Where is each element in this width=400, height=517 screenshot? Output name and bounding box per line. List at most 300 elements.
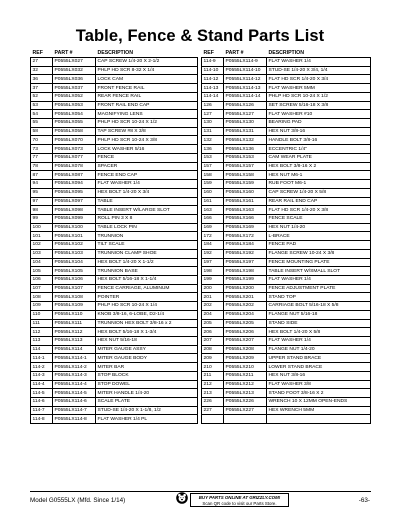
table-row bbox=[202, 310, 371, 319]
part-number-cell: P0555LX169 bbox=[224, 223, 267, 232]
table-row bbox=[31, 249, 198, 258]
description-cell: STAND SIDE bbox=[267, 319, 371, 328]
ref-cell: 32 bbox=[31, 66, 53, 75]
ref-cell: 101 bbox=[31, 232, 53, 241]
description-cell: CAP SCREW 1/4-20 X 2-1/2 bbox=[96, 58, 198, 67]
description-cell: FLAT WASHER 1/4 bbox=[267, 58, 371, 67]
model-label: Model G0555LX (Mfd. Since 1/14) bbox=[30, 497, 126, 504]
table-row bbox=[202, 363, 371, 372]
part-number-cell: P0555LX114-9 bbox=[224, 58, 267, 67]
description-cell: TABLE LOCK PIN bbox=[96, 223, 198, 232]
part-number-cell: P0555LX104 bbox=[53, 258, 96, 267]
description-cell: STAND FOOT 3/8-16 X 2 bbox=[267, 389, 371, 398]
ref-cell: 114-9 bbox=[202, 58, 224, 67]
ref-cell: 102 bbox=[31, 241, 53, 250]
description-cell: PHLP HD SCR 10-24 X 1/2 bbox=[96, 119, 198, 128]
part-number-cell: P0555LX131 bbox=[224, 127, 267, 136]
table-row bbox=[31, 145, 198, 154]
description-cell: L-BRACE bbox=[267, 232, 371, 241]
description-header: DESCRIPTION bbox=[97, 50, 133, 56]
ref-cell: 209 bbox=[202, 354, 224, 363]
table-row bbox=[202, 162, 371, 171]
description-cell: WRENCH 10 X 12MM OPEN-ENDS bbox=[267, 398, 371, 407]
description-cell: FENCE ADJUSTMENT PLATE bbox=[267, 284, 371, 293]
table-row bbox=[202, 188, 371, 197]
part-number-cell: P0555LX114-10 bbox=[224, 66, 267, 75]
parts-table-left bbox=[30, 49, 198, 424]
grizzly-bear-logo-icon bbox=[176, 492, 188, 504]
description-cell: SET SCREW 5/16-18 X 3/8 bbox=[267, 101, 371, 110]
part-number-cell: P0555LX078 bbox=[53, 162, 96, 171]
ref-cell: 103 bbox=[31, 249, 53, 258]
ref-cell: 114-13 bbox=[202, 84, 224, 93]
description-cell: TAP SCREW #8 X 3/8 bbox=[96, 127, 198, 136]
description-cell: STOP DOWEL bbox=[96, 380, 198, 389]
description-cell: PHLP HD SCR 10-24 X 1/2 bbox=[267, 92, 371, 101]
description-cell: LOCK WASHER 5/16 bbox=[96, 145, 198, 154]
table-row bbox=[31, 371, 198, 380]
description-cell: FLAT HD SCR 1/4-20 X 3/4 bbox=[267, 75, 371, 84]
ref-cell: 226 bbox=[202, 398, 224, 407]
ref-cell: 204 bbox=[202, 310, 224, 319]
part-number-cell: P0555LX087 bbox=[53, 171, 96, 180]
ref-cell: 104 bbox=[31, 258, 53, 267]
ref-cell: 166 bbox=[202, 214, 224, 223]
part-number-cell: P0555LX114-13 bbox=[224, 84, 267, 93]
table-row bbox=[31, 171, 198, 180]
ref-cell: 130 bbox=[202, 119, 224, 128]
ref-cell: 70 bbox=[31, 136, 53, 145]
part-number-cell: P0555LX095 bbox=[53, 188, 96, 197]
description-cell: FLAT WASHER 1/4 bbox=[267, 275, 371, 284]
ref-cell: 158 bbox=[202, 171, 224, 180]
table-row bbox=[31, 188, 198, 197]
part-number-cell: P0555LX200 bbox=[224, 284, 267, 293]
ref-cell: 114-14 bbox=[202, 92, 224, 101]
part-number-cell: P0555LX184 bbox=[224, 241, 267, 250]
table-row bbox=[202, 75, 371, 84]
table-row bbox=[31, 223, 198, 232]
description-cell: FENCE MOUNTING PLATE bbox=[267, 258, 371, 267]
part-number-cell: P0555LX136 bbox=[224, 145, 267, 154]
description-cell: UPPER STAND BRACE bbox=[267, 354, 371, 363]
description-cell: HEX NUT 3/8-16 bbox=[267, 127, 371, 136]
ref-cell: 108 bbox=[31, 293, 53, 302]
table-row bbox=[31, 328, 198, 337]
description-cell: TILT SCALE bbox=[96, 241, 198, 250]
description-cell: HEX BOLT 1/4-20 X 5/8 bbox=[267, 328, 371, 337]
part-number-cell: P0555LX197 bbox=[224, 258, 267, 267]
ref-cell: 107 bbox=[31, 284, 53, 293]
table-row bbox=[31, 337, 198, 346]
description-cell: MAGNIFYING LENS bbox=[96, 110, 198, 119]
table-row bbox=[31, 389, 198, 398]
ref-cell: 211 bbox=[202, 371, 224, 380]
description-cell: REAR RAIL END CAP bbox=[267, 197, 371, 206]
part-number-cell: P0555LX107 bbox=[53, 284, 96, 293]
part-number-cell: P0555LX114-5 bbox=[53, 389, 96, 398]
ref-cell: 94 bbox=[31, 180, 53, 189]
table-row bbox=[202, 127, 371, 136]
table-header-row bbox=[31, 49, 198, 58]
description-cell: LOWER STAND BRACE bbox=[267, 363, 371, 372]
table-row bbox=[31, 136, 198, 145]
ref-cell: 161 bbox=[202, 197, 224, 206]
description-cell: FLANGE NUT 1/4-20 bbox=[267, 345, 371, 354]
description-cell: SPACER bbox=[96, 162, 198, 171]
ref-cell: 114-4 bbox=[31, 380, 53, 389]
table-row bbox=[202, 92, 371, 101]
description-cell: SCALE PLATE bbox=[96, 398, 198, 407]
ref-cell: 114-7 bbox=[31, 406, 53, 415]
description-cell: FRONT RAIL END CAP bbox=[96, 101, 198, 110]
ref-cell: 199 bbox=[202, 275, 224, 284]
table-row bbox=[202, 197, 371, 206]
table-row bbox=[31, 406, 198, 415]
ref-cell: 160 bbox=[202, 188, 224, 197]
description-cell: FLANGE SCREW 10-24 X 3/8 bbox=[267, 249, 371, 258]
ref-cell: 110 bbox=[31, 310, 53, 319]
description-cell: CAP SCREW 1/4-20 X 5/8 bbox=[267, 188, 371, 197]
description-cell: TRUNNION bbox=[96, 232, 198, 241]
ref-cell: 227 bbox=[202, 406, 224, 415]
ref-cell: 114-3 bbox=[31, 371, 53, 380]
table-row bbox=[31, 275, 198, 284]
table-row bbox=[202, 58, 371, 67]
description-cell: CARRIAGE BOLT 5/16-18 X 5/8 bbox=[267, 302, 371, 311]
ref-cell: 127 bbox=[202, 110, 224, 119]
ref-cell: 95 bbox=[31, 188, 53, 197]
table-row bbox=[31, 127, 198, 136]
part-header: PART # bbox=[54, 50, 73, 56]
part-number-cell: P0555LX212 bbox=[224, 380, 267, 389]
part-number-cell: P0555LX099 bbox=[53, 214, 96, 223]
table-row bbox=[31, 119, 198, 128]
table-row bbox=[31, 180, 198, 189]
table-row bbox=[202, 389, 371, 398]
table-row bbox=[31, 302, 198, 311]
table-row bbox=[202, 319, 371, 328]
description-cell: MITER GAUGE BODY bbox=[96, 354, 198, 363]
ref-cell: 114-12 bbox=[202, 75, 224, 84]
description-cell: STAND TOP bbox=[267, 293, 371, 302]
ref-cell: 201 bbox=[202, 293, 224, 302]
description-cell: STUD-SE 1/4-20 X 3/4, 1/4 bbox=[267, 66, 371, 75]
table-row bbox=[202, 223, 371, 232]
ref-cell: 87 bbox=[31, 171, 53, 180]
description-cell: FLAT WASHER 1/4 bbox=[96, 180, 198, 189]
table-row bbox=[31, 84, 198, 93]
table-row bbox=[202, 293, 371, 302]
table-row bbox=[202, 110, 371, 119]
part-number-cell: P0555LX098 bbox=[53, 206, 96, 215]
description-cell: STOP BLOCK bbox=[96, 371, 198, 380]
part-number-cell: P0555LX102 bbox=[53, 241, 96, 250]
table-row bbox=[202, 354, 371, 363]
table-row bbox=[202, 284, 371, 293]
part-number-cell: P0555LX052 bbox=[53, 92, 96, 101]
table-row bbox=[202, 345, 371, 354]
description-cell: HEX BOLT 5/16-18 X 1-3/4 bbox=[96, 328, 198, 337]
table-row bbox=[202, 249, 371, 258]
table-row bbox=[202, 275, 371, 284]
description-cell: FRONT FENCE RAIL bbox=[96, 84, 198, 93]
ref-cell: 114-2 bbox=[31, 363, 53, 372]
table-row bbox=[31, 232, 198, 241]
description-cell: HEX NUT 1/4-20 bbox=[267, 223, 371, 232]
table-row bbox=[202, 101, 371, 110]
parts-store-promo[interactable] bbox=[190, 493, 289, 507]
table-row bbox=[31, 101, 198, 110]
part-number-cell: P0555LX209 bbox=[224, 354, 267, 363]
description-cell: HANDLE BOLT 3/8-16 bbox=[267, 136, 371, 145]
description-cell: TRUNNION CLAMP SHOE bbox=[96, 249, 198, 258]
table-row bbox=[202, 119, 371, 128]
description-cell: FLAT WASHER #10 bbox=[267, 110, 371, 119]
part-number-cell: P0555LX158 bbox=[224, 171, 267, 180]
ref-cell: 198 bbox=[202, 267, 224, 276]
table-row bbox=[31, 75, 198, 84]
ref-header: REF bbox=[32, 50, 43, 56]
table-row bbox=[31, 415, 198, 424]
description-cell: HEX BOLT 1/4-20 X 1-1/2 bbox=[96, 258, 198, 267]
part-number-cell: P0555LX211 bbox=[224, 371, 267, 380]
table-row bbox=[31, 110, 198, 119]
parts-table-right bbox=[201, 49, 371, 424]
ref-cell: 153 bbox=[202, 153, 224, 162]
ref-cell: 114-6 bbox=[31, 398, 53, 407]
table-row bbox=[202, 232, 371, 241]
table-row bbox=[31, 66, 198, 75]
part-number-cell: P0555LX073 bbox=[53, 145, 96, 154]
description-cell: FENCE bbox=[96, 153, 198, 162]
footer-divider bbox=[30, 491, 371, 492]
description-cell: RUB FOOT M6-1 bbox=[267, 180, 371, 189]
description-cell: HEX WRENCH 5MM bbox=[267, 406, 371, 415]
part-number-cell: P0555LX206 bbox=[224, 328, 267, 337]
ref-cell: 37 bbox=[31, 84, 53, 93]
ref-cell: 172 bbox=[202, 232, 224, 241]
description-cell: BEARING PAD bbox=[267, 119, 371, 128]
table-row bbox=[202, 171, 371, 180]
part-number-cell: P0555LX027 bbox=[53, 58, 96, 67]
table-row bbox=[31, 206, 198, 215]
description-cell: LOCK CAM bbox=[96, 75, 198, 84]
ref-cell: 159 bbox=[202, 180, 224, 189]
table-row bbox=[31, 310, 198, 319]
ref-cell: 58 bbox=[31, 127, 53, 136]
description-cell: FLAT WASHER 1/4 bbox=[267, 337, 371, 346]
part-number-cell: P0555LX198 bbox=[224, 267, 267, 276]
description-cell: TRUNNION HEX BOLT 3/8-16 x 2 bbox=[96, 319, 198, 328]
part-number-cell: P0555LX202 bbox=[224, 302, 267, 311]
part-number-cell: P0555LX114-12 bbox=[224, 75, 267, 84]
part-number-cell: P0555LX037 bbox=[53, 84, 96, 93]
page-number: -63- bbox=[358, 497, 370, 504]
part-number-cell: P0555LX126 bbox=[224, 101, 267, 110]
table-row bbox=[202, 136, 371, 145]
ref-cell: 114-5 bbox=[31, 389, 53, 398]
part-number-cell: P0555LX132 bbox=[224, 136, 267, 145]
part-number-cell: P0555LX172 bbox=[224, 232, 267, 241]
part-number-cell: P0555LX159 bbox=[224, 180, 267, 189]
table-row bbox=[31, 398, 198, 407]
part-number-cell: P0555LX097 bbox=[53, 197, 96, 206]
ref-cell: 205 bbox=[202, 319, 224, 328]
description-header: DESCRIPTION bbox=[268, 50, 304, 56]
part-number-cell: P0555LX114-3 bbox=[53, 371, 96, 380]
table-header-row bbox=[202, 49, 371, 58]
ref-cell: 114 bbox=[31, 345, 53, 354]
ref-cell: 210 bbox=[202, 363, 224, 372]
ref-cell: 213 bbox=[202, 389, 224, 398]
description-cell: PHLP HD SCR 10-24 X 3/8 bbox=[96, 136, 198, 145]
ref-cell: 192 bbox=[202, 249, 224, 258]
table-row bbox=[202, 84, 371, 93]
ref-cell: 53 bbox=[31, 101, 53, 110]
part-number-cell: P0555LX153 bbox=[224, 153, 267, 162]
table-row bbox=[31, 354, 198, 363]
ref-cell: 206 bbox=[202, 328, 224, 337]
ref-cell: 54 bbox=[31, 110, 53, 119]
ref-header: REF bbox=[203, 50, 214, 56]
description-cell: ROLL PIN 3 X 8 bbox=[96, 214, 198, 223]
description-cell: STUD-SE 1/4-20 X 1-1/8, 1/2 bbox=[96, 406, 198, 415]
description-cell: FENCE CARRIAGE, ALUMINUM bbox=[96, 284, 198, 293]
description-cell: MITER HANDLE 1/4-20 bbox=[96, 389, 198, 398]
description-cell: CAM WEAR PLATE bbox=[267, 153, 371, 162]
part-number-cell: P0555LX077 bbox=[53, 153, 96, 162]
part-number-cell: P0555LX109 bbox=[53, 302, 96, 311]
ref-cell: 36 bbox=[31, 75, 53, 84]
table-row bbox=[31, 319, 198, 328]
ref-cell: 202 bbox=[202, 302, 224, 311]
description-cell: HEX BOLT 1/4-20 X 3/4 bbox=[96, 188, 198, 197]
description-cell: REAR FENCE RAIL bbox=[96, 92, 198, 101]
table-row bbox=[202, 415, 371, 424]
part-number-cell: P0555LX108 bbox=[53, 293, 96, 302]
table-row bbox=[202, 380, 371, 389]
ref-cell: 55 bbox=[31, 119, 53, 128]
table-row bbox=[31, 153, 198, 162]
table-row bbox=[31, 214, 198, 223]
part-number-cell: P0555LX207 bbox=[224, 337, 267, 346]
table-row bbox=[31, 345, 198, 354]
description-cell: TRUNNION BASE bbox=[96, 267, 198, 276]
ref-cell: 112 bbox=[31, 328, 53, 337]
table-row bbox=[202, 145, 371, 154]
table-row bbox=[31, 284, 198, 293]
table-row bbox=[202, 241, 371, 250]
part-number-cell: P0555LX130 bbox=[224, 119, 267, 128]
part-number-cell: P0555LX226 bbox=[224, 398, 267, 407]
part-number-cell: P0555LX163 bbox=[224, 206, 267, 215]
description-cell: ECCENTRIC 1/4" bbox=[267, 145, 371, 154]
part-number-cell: P0555LX036 bbox=[53, 75, 96, 84]
description-cell: FLANGE NUT 5/16-18 bbox=[267, 310, 371, 319]
description-cell: PHLP HD SCR 10-24 X 1/4 bbox=[96, 302, 198, 311]
table-row bbox=[202, 258, 371, 267]
part-number-cell: P0555LX114-8 bbox=[53, 415, 96, 424]
description-cell: HEX BOLT 3/8-16 X 2 bbox=[267, 162, 371, 171]
table-row bbox=[31, 162, 198, 171]
ref-cell: 113 bbox=[31, 337, 53, 346]
ref-cell: 109 bbox=[31, 302, 53, 311]
promo-headline: BUY PARTS ONLINE AT GRIZZLY.COM! bbox=[198, 494, 281, 500]
description-cell: FENCE PAD bbox=[267, 241, 371, 250]
part-number-cell: P0555LX070 bbox=[53, 136, 96, 145]
description-cell: TABLE bbox=[96, 197, 198, 206]
table-row bbox=[31, 258, 198, 267]
description-cell: FENCE SCALE bbox=[267, 214, 371, 223]
part-number-cell: P0555LX110 bbox=[53, 310, 96, 319]
ref-cell bbox=[202, 415, 224, 424]
table-row bbox=[31, 58, 198, 67]
description-cell: FLAT WASHER 1/4 PL bbox=[96, 415, 198, 424]
part-number-cell: P0555LX208 bbox=[224, 345, 267, 354]
ref-cell: 114-8 bbox=[31, 415, 53, 424]
table-row bbox=[202, 371, 371, 380]
description-cell: FLAT WASHER 3/8 bbox=[267, 380, 371, 389]
table-row bbox=[202, 406, 371, 415]
ref-cell: 98 bbox=[31, 206, 53, 215]
part-number-cell: P0555LX105 bbox=[53, 267, 96, 276]
part-number-cell: P0555LX103 bbox=[53, 249, 96, 258]
part-number-cell: P0555LX204 bbox=[224, 310, 267, 319]
ref-cell: 184 bbox=[202, 241, 224, 250]
ref-cell: 136 bbox=[202, 145, 224, 154]
table-row bbox=[31, 267, 198, 276]
ref-cell: 77 bbox=[31, 153, 53, 162]
ref-cell: 114-1 bbox=[31, 354, 53, 363]
part-number-cell: P0555LX114-7 bbox=[53, 406, 96, 415]
ref-cell: 73 bbox=[31, 145, 53, 154]
part-number-cell: P0555LX114-2 bbox=[53, 363, 96, 372]
description-cell: TABLE INSERT W/SMALL SLOT bbox=[267, 267, 371, 276]
part-number-cell: P0555LX100 bbox=[53, 223, 96, 232]
ref-cell: 163 bbox=[202, 206, 224, 215]
table-row bbox=[31, 92, 198, 101]
description-cell: FLAT HD SCR 1/4-20 X 3/8 bbox=[267, 206, 371, 215]
table-row bbox=[31, 380, 198, 389]
part-number-cell: P0555LX161 bbox=[224, 197, 267, 206]
part-number-cell: P0555LX166 bbox=[224, 214, 267, 223]
table-row bbox=[202, 337, 371, 346]
part-number-cell: P0555LX114-1 bbox=[53, 354, 96, 363]
table-row bbox=[31, 293, 198, 302]
ref-cell: 132 bbox=[202, 136, 224, 145]
ref-cell: 105 bbox=[31, 267, 53, 276]
part-number-cell: P0555LX112 bbox=[53, 328, 96, 337]
part-number-cell: P0555LX101 bbox=[53, 232, 96, 241]
ref-cell: 106 bbox=[31, 275, 53, 284]
description-cell: TABLE INSERT W/LARGE SLOT bbox=[96, 206, 198, 215]
part-number-cell: P0555LX160 bbox=[224, 188, 267, 197]
ref-cell: 126 bbox=[202, 101, 224, 110]
table-row bbox=[202, 267, 371, 276]
table-row bbox=[31, 363, 198, 372]
table-row bbox=[202, 153, 371, 162]
parts-table-body bbox=[202, 58, 371, 424]
part-number-cell: P0555LX111 bbox=[53, 319, 96, 328]
description-cell: PHLP HD SCR 8-32 X 1/4 bbox=[96, 66, 198, 75]
part-number-cell: P0555LX058 bbox=[53, 127, 96, 136]
part-number-cell: P0555LX114-14 bbox=[224, 92, 267, 101]
part-number-cell: P0555LX114 bbox=[53, 345, 96, 354]
parts-table-body bbox=[31, 58, 198, 424]
description-cell: HEX NUT M6-1 bbox=[267, 171, 371, 180]
part-number-cell: P0555LX227 bbox=[224, 406, 267, 415]
